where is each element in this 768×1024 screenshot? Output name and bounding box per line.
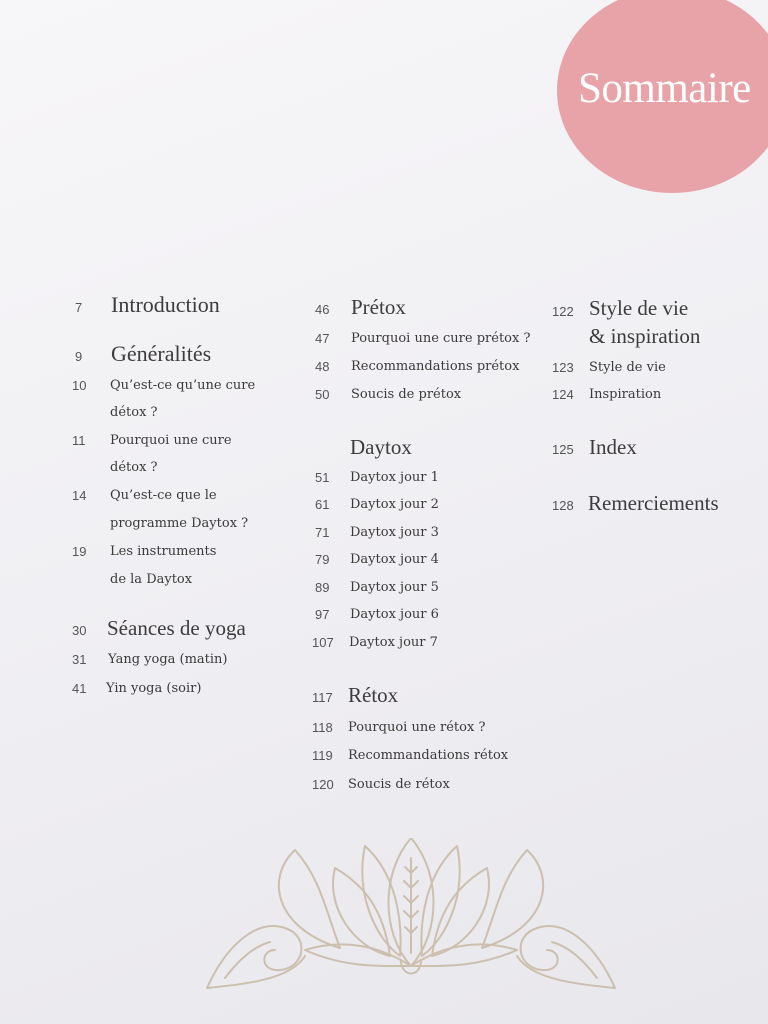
page-number: 10 bbox=[72, 378, 87, 393]
entry-label: Recommandations rétox bbox=[348, 748, 509, 763]
section-title: Index bbox=[589, 435, 637, 459]
entry-label: Soucis de rétox bbox=[348, 777, 450, 792]
page-number: 120 bbox=[312, 777, 334, 792]
section-title: Séances de yoga bbox=[107, 616, 246, 640]
entry-label: Pourquoi une rétox ? bbox=[348, 720, 486, 735]
page-number: 30 bbox=[72, 623, 87, 638]
page-number: 124 bbox=[552, 387, 574, 402]
page-number: 118 bbox=[312, 720, 333, 735]
page-number: 122 bbox=[552, 304, 574, 319]
page-number: 128 bbox=[552, 498, 574, 513]
page-number: 79 bbox=[315, 552, 330, 567]
section-title-continued: & inspiration bbox=[589, 324, 701, 348]
section-title: Remerciements bbox=[588, 491, 719, 515]
page-number: 9 bbox=[75, 349, 83, 364]
entry-label-continued: détox ? bbox=[110, 460, 158, 475]
entry-label: Daytox jour 4 bbox=[350, 552, 439, 567]
page-number: 97 bbox=[315, 607, 330, 622]
section-title: Rétox bbox=[348, 683, 399, 707]
entry-label: Daytox jour 7 bbox=[349, 635, 438, 650]
page-number: 50 bbox=[315, 387, 330, 402]
page-number: 46 bbox=[315, 302, 330, 317]
page-number: 7 bbox=[75, 300, 83, 315]
entry-label: Qu’est-ce qu’une cure bbox=[110, 378, 256, 393]
page-number: 19 bbox=[72, 544, 87, 559]
page-number: 125 bbox=[552, 442, 574, 457]
section-title: Daytox bbox=[350, 435, 412, 459]
entry-label-continued: de la Daytox bbox=[110, 572, 193, 587]
page-number: 117 bbox=[312, 690, 333, 705]
section-title: Style de vie bbox=[589, 296, 689, 320]
page-number: 107 bbox=[312, 635, 334, 650]
entry-label: Yin yoga (soir) bbox=[106, 681, 202, 696]
page-number: 51 bbox=[315, 470, 330, 485]
section-title: Introduction bbox=[111, 292, 220, 317]
entry-label: Les instruments bbox=[110, 544, 217, 559]
entry-label: Daytox jour 5 bbox=[350, 580, 439, 595]
page-number: 61 bbox=[315, 497, 330, 512]
entry-label: Qu’est-ce que le bbox=[110, 488, 217, 503]
entry-label: Soucis de prétox bbox=[351, 387, 462, 402]
entry-label: Pourquoi une cure prétox ? bbox=[351, 331, 531, 346]
page-number: 123 bbox=[552, 360, 574, 375]
page-number: 47 bbox=[315, 331, 330, 346]
page-title: Sommaire bbox=[578, 65, 751, 112]
section-title: Généralités bbox=[111, 341, 212, 366]
page-number: 14 bbox=[72, 488, 87, 503]
entry-label: Inspiration bbox=[589, 387, 662, 402]
entry-label-continued: programme Daytox ? bbox=[110, 516, 249, 531]
entry-label: Daytox jour 1 bbox=[350, 470, 439, 485]
page-number: 71 bbox=[315, 525, 330, 540]
page-number: 11 bbox=[72, 433, 86, 448]
entry-label: Recommandations prétox bbox=[351, 359, 520, 374]
entry-label: Yang yoga (matin) bbox=[108, 652, 228, 667]
page-number: 31 bbox=[72, 652, 87, 667]
section-title: Prétox bbox=[351, 295, 406, 319]
entry-label-continued: détox ? bbox=[110, 405, 158, 420]
entry-label: Daytox jour 6 bbox=[350, 607, 439, 622]
page-number: 48 bbox=[315, 359, 330, 374]
entry-label: Pourquoi une cure bbox=[110, 433, 232, 448]
page-number: 119 bbox=[312, 748, 333, 763]
page-number: 41 bbox=[72, 681, 87, 696]
entry-label: Daytox jour 2 bbox=[350, 497, 439, 512]
entry-label: Daytox jour 3 bbox=[350, 525, 439, 540]
lotus-ornament-icon bbox=[205, 838, 625, 998]
page-number: 89 bbox=[315, 580, 330, 595]
entry-label: Style de vie bbox=[589, 360, 666, 375]
